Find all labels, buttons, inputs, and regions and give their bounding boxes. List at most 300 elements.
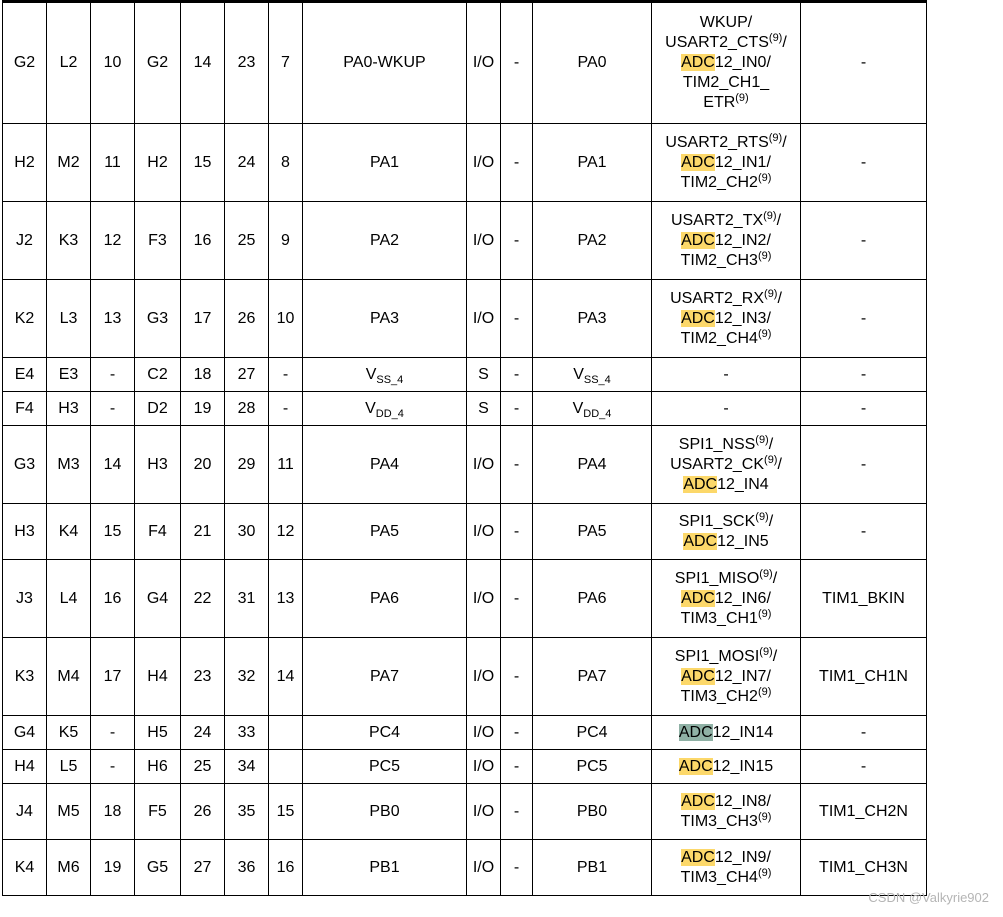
pin-lfbga100: F4: [3, 392, 47, 426]
pin-tfbga64: G3: [135, 280, 181, 358]
pin-name: [303, 638, 467, 716]
alternate-function-line: [654, 475, 798, 495]
table-row: [3, 392, 927, 426]
alternate-functions: [652, 124, 801, 202]
pin-lqfp48: 17: [181, 280, 225, 358]
pin-lfbga100: G4: [3, 716, 47, 750]
pin-wlcsp64: L2: [47, 2, 91, 124]
main-function: [533, 750, 652, 784]
adc-highlight: ADC: [681, 153, 715, 171]
footnote-ref: (9): [768, 32, 783, 44]
alternate-function-line: [654, 365, 798, 385]
main-function-text: PA2: [577, 231, 607, 249]
footnote-ref: (9): [763, 209, 777, 222]
pin-lfbga100: E4: [3, 358, 47, 392]
alternate-function-text: USART2_TX: [670, 211, 764, 229]
table-row: [3, 358, 927, 392]
pin-lfbga64-count: 19: [91, 840, 135, 896]
footnote-ref: (9): [735, 92, 749, 104]
pin-name: [303, 716, 467, 750]
pin-lfbga100: K2: [3, 280, 47, 358]
pin-lqfp48: 14: [181, 2, 225, 124]
pin-vfqfpn36: 7: [269, 2, 303, 124]
pin-lfbga64-count: -: [91, 716, 135, 750]
pin-lqfp48: 26: [181, 784, 225, 840]
pin-lqfp64: 28: [225, 392, 269, 426]
pin-name-text: PA3: [369, 309, 400, 327]
footnote-ref: (9): [757, 810, 772, 823]
pin-lqfp64: 35: [225, 784, 269, 840]
pin-name-text: PC5: [368, 757, 401, 775]
pin-lqfp64: 33: [225, 716, 269, 750]
pin-name: [303, 358, 467, 392]
alternate-functions: [652, 280, 801, 358]
pin-wlcsp64: L5: [47, 750, 91, 784]
alternate-function-line: [654, 211, 798, 231]
separator-slash: /: [782, 133, 787, 151]
pin-vfqfpn36: 11: [269, 426, 303, 504]
pin-name-text: PA2: [369, 231, 400, 249]
remap-function: TIM1_CH1N: [801, 638, 927, 716]
pin-type: S: [467, 358, 501, 392]
alternate-function-text: TIM2_CH2: [680, 173, 758, 191]
alternate-function-text: USART2_CTS: [665, 34, 769, 51]
pin-vfqfpn36: -: [269, 358, 303, 392]
pin-lqfp48: 22: [181, 560, 225, 638]
separator-slash: /: [782, 34, 787, 51]
main-function-text: PA3: [577, 309, 607, 327]
alternate-function-line: [654, 93, 798, 113]
pin-lfbga64-count: 18: [91, 784, 135, 840]
alternate-function-line: [654, 569, 798, 589]
alternate-functions: [652, 392, 801, 426]
pin-lfbga64-count: 13: [91, 280, 135, 358]
pin-lqfp48: 16: [181, 202, 225, 280]
alternate-functions: [652, 358, 801, 392]
remap-function: -: [801, 2, 927, 124]
alternate-function-line: [654, 589, 798, 609]
pin-lqfp48: 15: [181, 124, 225, 202]
pin-name-text: V: [365, 365, 377, 383]
pin-name-text: PA5: [369, 522, 400, 540]
pin-lfbga100: J2: [3, 202, 47, 280]
table-row: [3, 784, 927, 840]
main-function: [533, 716, 652, 750]
pin-lqfp48: 21: [181, 504, 225, 560]
pin-name: [303, 2, 467, 124]
alternate-function-line: [654, 133, 798, 153]
alternate-functions: [652, 504, 801, 560]
pin-vfqfpn36: -: [269, 392, 303, 426]
adc-highlight: ADC: [683, 532, 718, 550]
main-function-text: PA0: [577, 54, 607, 71]
pin-lqfp64: 32: [225, 638, 269, 716]
pin-lqfp48: 20: [181, 426, 225, 504]
pin-tfbga64: H3: [135, 426, 181, 504]
alternate-function-text: 12_IN9/: [714, 848, 771, 866]
alternate-function-line: [654, 309, 798, 329]
alternate-functions: [652, 716, 801, 750]
pin-name: [303, 426, 467, 504]
pin-type: S: [467, 392, 501, 426]
pin-vfqfpn36: 13: [269, 560, 303, 638]
remap-function: -: [801, 716, 927, 750]
main-function-subscript: DD_4: [583, 407, 612, 420]
alternate-function-text: WKUP/: [699, 14, 753, 31]
adc-highlight: ADC: [683, 475, 718, 493]
io-structure: -: [501, 358, 533, 392]
alternate-function-text: TIM2_CH1_: [682, 74, 770, 91]
main-function-text: PA4: [577, 455, 607, 473]
remap-function: -: [801, 392, 927, 426]
pin-lqfp48: 27: [181, 840, 225, 896]
adc-highlight: ADC: [678, 757, 713, 775]
main-function: [533, 638, 652, 716]
pin-type: I/O: [467, 750, 501, 784]
io-structure: -: [501, 560, 533, 638]
pin-tfbga64: F3: [135, 202, 181, 280]
pin-name-text: PA1: [369, 153, 400, 171]
pin-vfqfpn36: [269, 750, 303, 784]
alternate-function-text: -: [723, 399, 729, 417]
pin-lqfp64: 23: [225, 2, 269, 124]
table-row: [3, 280, 927, 358]
alternate-function-line: [654, 231, 798, 251]
alternate-function-line: [654, 251, 798, 271]
alternate-function-line: [654, 13, 798, 33]
remap-function: -: [801, 202, 927, 280]
alternate-function-text: TIM3_CH3: [680, 812, 758, 830]
alternate-function-line: [654, 687, 798, 707]
pin-lqfp64: 29: [225, 426, 269, 504]
pin-type: I/O: [467, 716, 501, 750]
pin-wlcsp64: M3: [47, 426, 91, 504]
alternate-function-line: [654, 329, 798, 349]
pin-tfbga64: H5: [135, 716, 181, 750]
footnote-ref: (9): [755, 510, 769, 523]
pin-lqfp64: 34: [225, 750, 269, 784]
pin-tfbga64: G2: [135, 2, 181, 124]
separator-slash: /: [776, 211, 782, 229]
alternate-functions: [652, 426, 801, 504]
alternate-function-text: TIM3_CH1: [680, 609, 758, 627]
separator-slash: /: [768, 435, 774, 453]
main-function: [533, 426, 652, 504]
io-structure: -: [501, 840, 533, 896]
io-structure: -: [501, 124, 533, 202]
pin-lqfp64: 27: [225, 358, 269, 392]
pin-lfbga100: G2: [3, 2, 47, 124]
pin-wlcsp64: M4: [47, 638, 91, 716]
pin-wlcsp64: M2: [47, 124, 91, 202]
pin-wlcsp64: H3: [47, 392, 91, 426]
pin-type: I/O: [467, 2, 501, 124]
pin-vfqfpn36: 12: [269, 504, 303, 560]
alternate-function-line: [654, 435, 798, 455]
remap-function: -: [801, 504, 927, 560]
alternate-function-text: 12_IN5: [717, 532, 769, 550]
pin-name: [303, 504, 467, 560]
pin-lfbga64-count: 10: [91, 2, 135, 124]
pin-lqfp48: 23: [181, 638, 225, 716]
adc-highlight: ADC: [681, 231, 715, 249]
pin-lfbga100: K3: [3, 638, 47, 716]
table-row: [3, 560, 927, 638]
alternate-function-line: [654, 812, 798, 832]
main-function-subscript: SS_4: [583, 373, 611, 386]
alternate-function-line: [654, 512, 798, 532]
pin-type: I/O: [467, 840, 501, 896]
pin-lfbga100: J4: [3, 784, 47, 840]
alternate-function-text: 12_IN15: [712, 757, 774, 775]
alternate-function-text: 12_IN14: [712, 723, 774, 741]
main-function: [533, 560, 652, 638]
alternate-function-text: TIM3_CH4: [680, 868, 758, 886]
pin-type: I/O: [467, 638, 501, 716]
alternate-function-text: SPI1_MISO: [674, 569, 760, 587]
main-function-text: PA1: [577, 153, 607, 171]
pin-name-text: PC4: [368, 723, 401, 741]
io-structure: -: [501, 504, 533, 560]
pin-vfqfpn36: 15: [269, 784, 303, 840]
main-function-text: PC4: [576, 723, 608, 741]
separator-slash: /: [768, 512, 774, 530]
pin-tfbga64: C2: [135, 358, 181, 392]
main-function-text: V: [573, 365, 584, 383]
footnote-ref: (9): [757, 866, 772, 879]
alternate-function-line: [654, 289, 798, 309]
footnote-ref: (9): [757, 685, 772, 698]
pin-wlcsp64: K5: [47, 716, 91, 750]
alternate-functions: [652, 560, 801, 638]
pin-type: I/O: [467, 280, 501, 358]
pin-lfbga64-count: -: [91, 750, 135, 784]
footnote-ref: (9): [768, 131, 783, 144]
io-structure: -: [501, 392, 533, 426]
adc-highlight: ADC: [678, 723, 713, 741]
adc-highlight: ADC: [681, 667, 715, 685]
table-row: [3, 638, 927, 716]
pin-lfbga64-count: -: [91, 392, 135, 426]
main-function-text: PA6: [577, 589, 607, 607]
pin-name-text: PA4: [369, 455, 400, 473]
main-function-text: PA5: [577, 522, 607, 540]
separator-slash: /: [777, 289, 782, 307]
main-function: [533, 280, 652, 358]
pin-wlcsp64: M6: [47, 840, 91, 896]
pin-lqfp48: 18: [181, 358, 225, 392]
alternate-functions: [652, 784, 801, 840]
pin-wlcsp64: K4: [47, 504, 91, 560]
pin-lqfp64: 25: [225, 202, 269, 280]
pin-name-text: PB1: [369, 858, 400, 876]
main-function: [533, 124, 652, 202]
table-row: [3, 504, 927, 560]
pin-lfbga100: G3: [3, 426, 47, 504]
pin-name: [303, 280, 467, 358]
main-function: [533, 202, 652, 280]
pin-type: I/O: [467, 560, 501, 638]
pin-lqfp48: 25: [181, 750, 225, 784]
pin-lfbga64-count: 12: [91, 202, 135, 280]
alternate-function-text: USART2_RX: [670, 289, 765, 307]
pin-name: [303, 392, 467, 426]
pin-name-text: PA6: [369, 589, 400, 607]
pin-lqfp64: 24: [225, 124, 269, 202]
pin-name-text: PB0: [369, 802, 400, 820]
pin-lqfp64: 31: [225, 560, 269, 638]
pin-tfbga64: H4: [135, 638, 181, 716]
footnote-ref: (9): [755, 433, 769, 446]
pin-type: I/O: [467, 202, 501, 280]
main-function: [533, 2, 652, 124]
pin-lfbga64-count: 11: [91, 124, 135, 202]
alternate-function-line: [654, 868, 798, 888]
io-structure: -: [501, 784, 533, 840]
pin-lqfp48: 19: [181, 392, 225, 426]
pin-name: [303, 560, 467, 638]
pin-tfbga64: G5: [135, 840, 181, 896]
remap-function: TIM1_CH2N: [801, 784, 927, 840]
alternate-function-text: 12_IN1/: [714, 153, 771, 171]
alternate-function-text: 12_IN3/: [714, 309, 771, 327]
adc-highlight: ADC: [681, 792, 715, 810]
pin-name-text: PA7: [369, 667, 400, 685]
pin-wlcsp64: K3: [47, 202, 91, 280]
io-structure: -: [501, 280, 533, 358]
pin-lfbga64-count: 15: [91, 504, 135, 560]
pin-lfbga100: J3: [3, 560, 47, 638]
pin-name-text: PA0-WKUP: [343, 54, 426, 71]
main-function: [533, 840, 652, 896]
pin-lfbga64-count: 17: [91, 638, 135, 716]
table-row: [3, 840, 927, 896]
pin-name: [303, 750, 467, 784]
alternate-function-text: 12_IN8/: [714, 792, 771, 810]
remap-function: -: [801, 124, 927, 202]
remap-function: -: [801, 750, 927, 784]
pin-wlcsp64: L4: [47, 560, 91, 638]
alternate-function-line: [654, 455, 798, 475]
io-structure: -: [501, 716, 533, 750]
adc-highlight: ADC: [681, 309, 715, 327]
pin-vfqfpn36: 14: [269, 638, 303, 716]
alternate-function-text: TIM2_CH4: [680, 329, 758, 347]
pin-type: I/O: [467, 784, 501, 840]
pin-wlcsp64: L3: [47, 280, 91, 358]
separator-slash: /: [777, 455, 782, 473]
table-row: [3, 750, 927, 784]
alternate-function-line: [654, 757, 798, 777]
alternate-function-text: 12_IN2/: [714, 231, 771, 249]
alternate-function-line: [654, 723, 798, 743]
alternate-function-text: TIM2_CH3: [680, 251, 758, 269]
pin-lfbga64-count: -: [91, 358, 135, 392]
adc-highlight: ADC: [681, 589, 715, 607]
pin-wlcsp64: E3: [47, 358, 91, 392]
alternate-function-line: [654, 399, 798, 419]
remap-function: TIM1_BKIN: [801, 560, 927, 638]
pin-tfbga64: F5: [135, 784, 181, 840]
alternate-function-text: 12_IN0/: [714, 54, 771, 71]
table-row: [3, 716, 927, 750]
io-structure: -: [501, 202, 533, 280]
table-row: [3, 124, 927, 202]
pin-lfbga64-count: 16: [91, 560, 135, 638]
pin-lqfp64: 30: [225, 504, 269, 560]
table-row: [3, 426, 927, 504]
alternate-function-line: [654, 792, 798, 812]
footnote-ref: (9): [757, 171, 772, 184]
pin-lfbga100: K4: [3, 840, 47, 896]
pin-lfbga100: H2: [3, 124, 47, 202]
alternate-function-line: [654, 532, 798, 552]
alternate-function-line: [654, 609, 798, 629]
alternate-functions: [652, 2, 801, 124]
pin-name-subscript: SS_4: [376, 373, 404, 386]
pin-name-text: V: [365, 399, 376, 417]
pin-lqfp64: 36: [225, 840, 269, 896]
pin-type: I/O: [467, 124, 501, 202]
pin-lqfp64: 26: [225, 280, 269, 358]
alternate-function-text: TIM3_CH2: [680, 687, 758, 705]
table-row: [3, 2, 927, 124]
pin-lqfp48: 24: [181, 716, 225, 750]
alternate-function-text: USART2_CK: [670, 455, 765, 473]
footnote-ref: (9): [764, 287, 778, 300]
alternate-functions: [652, 840, 801, 896]
io-structure: -: [501, 750, 533, 784]
remap-function: TIM1_CH3N: [801, 840, 927, 896]
pin-vfqfpn36: 10: [269, 280, 303, 358]
alternate-function-text: SPI1_NSS: [678, 435, 756, 453]
adc-highlight: ADC: [681, 54, 715, 71]
alternate-function-text: USART2_RTS: [665, 133, 769, 151]
io-structure: -: [501, 2, 533, 124]
remap-function: -: [801, 358, 927, 392]
pin-lfbga100: H3: [3, 504, 47, 560]
io-structure: -: [501, 426, 533, 504]
io-structure: -: [501, 638, 533, 716]
footnote-ref: (9): [757, 327, 772, 340]
alternate-function-line: [654, 33, 798, 53]
pin-lfbga64-count: 14: [91, 426, 135, 504]
pin-tfbga64: F4: [135, 504, 181, 560]
main-function-text: PA7: [577, 667, 607, 685]
footnote-ref: (9): [757, 607, 772, 620]
adc-highlight: ADC: [681, 848, 715, 866]
alternate-function-line: [654, 848, 798, 868]
pin-vfqfpn36: 9: [269, 202, 303, 280]
pinout-table-body: [3, 2, 927, 896]
table-row: [3, 202, 927, 280]
alternate-function-text: 12_IN7/: [714, 667, 771, 685]
pin-tfbga64: H2: [135, 124, 181, 202]
pin-type: I/O: [467, 426, 501, 504]
alternate-function-text: 12_IN6/: [714, 589, 771, 607]
pin-name: [303, 124, 467, 202]
pin-tfbga64: H6: [135, 750, 181, 784]
alternate-function-text: ETR: [703, 94, 736, 111]
alternate-function-text: 12_IN4: [717, 475, 769, 493]
main-function: [533, 784, 652, 840]
pin-tfbga64: D2: [135, 392, 181, 426]
pin-wlcsp64: M5: [47, 784, 91, 840]
alternate-function-line: [654, 667, 798, 687]
pin-name-subscript: DD_4: [375, 407, 404, 420]
main-function: [533, 504, 652, 560]
footnote-ref: (9): [759, 645, 773, 658]
